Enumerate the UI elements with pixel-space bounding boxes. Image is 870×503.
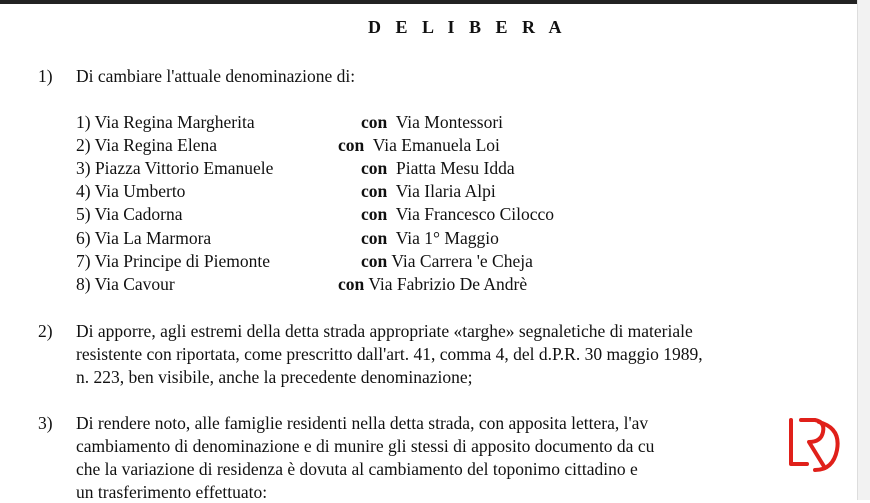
item-2-line: resistente con riportata, come prescritto dall'art. 41, comma 4, del d.P.R. 30 maggio 1989, <box>76 344 703 364</box>
old-street-name: 5) Via Cadorna <box>76 204 183 224</box>
item-2-line: Di apporre, agli estremi della detta strada appropriate «targhe» segnaletiche di materiale <box>76 321 693 341</box>
con-word: con <box>361 158 388 178</box>
con-word: con <box>338 274 365 294</box>
document-title: D E L I B E R A <box>368 17 567 37</box>
item-2-line: n. 223, ben visibile, anche la precedente denominazione; <box>76 367 473 387</box>
old-street-name: 8) Via Cavour <box>76 274 175 294</box>
con-word: con <box>361 181 388 201</box>
item-2-number: 2) <box>38 321 53 341</box>
item-1-number: 1) <box>38 66 53 86</box>
page-top-border <box>0 0 858 4</box>
old-street-name: 1) Via Regina Margherita <box>76 112 255 132</box>
lrd-logo-stamp <box>785 414 843 474</box>
old-street-name: 7) Via Principe di Piemonte <box>76 251 271 271</box>
old-street-name: 6) Via La Marmora <box>76 228 212 248</box>
new-street-name: con Via Fabrizio De Andrè <box>338 274 528 294</box>
new-street-name: con Via Ilaria Alpi <box>361 181 496 201</box>
con-word: con <box>361 204 388 224</box>
con-word: con <box>361 228 388 248</box>
new-street-name: con Via Montessori <box>361 112 504 132</box>
item-3-line: Di rendere noto, alle famiglie residenti nella detta strada, con apposita lettera, l'av <box>76 413 649 433</box>
item-3-line: cambiamento di denominazione e di munire gli stessi di apposito documento da cu <box>76 436 655 456</box>
con-word: con <box>361 251 388 271</box>
item-3-line: che la variazione di residenza è dovuta al cambiamento del toponimo cittadino e <box>76 459 638 479</box>
new-street-name: con Via Francesco Cilocco <box>361 204 555 224</box>
old-street-name: 4) Via Umberto <box>76 181 186 201</box>
new-street-name: con Via 1° Maggio <box>361 228 499 248</box>
new-street-name: con Piatta Mesu Idda <box>361 158 515 178</box>
con-word: con <box>361 112 388 132</box>
scrollbar[interactable] <box>857 0 870 500</box>
item-1-text: Di cambiare l'attuale denominazione di: <box>76 66 356 86</box>
old-street-name: 2) Via Regina Elena <box>76 135 218 155</box>
new-street-name: con Via Emanuela Loi <box>338 135 500 155</box>
item-3-number: 3) <box>38 413 53 433</box>
con-word: con <box>338 135 365 155</box>
new-street-name: con Via Carrera 'e Cheja <box>361 251 533 271</box>
item-3-line: un trasferimento effettuato: <box>76 482 268 502</box>
old-street-name: 3) Piazza Vittorio Emanuele <box>76 158 274 178</box>
